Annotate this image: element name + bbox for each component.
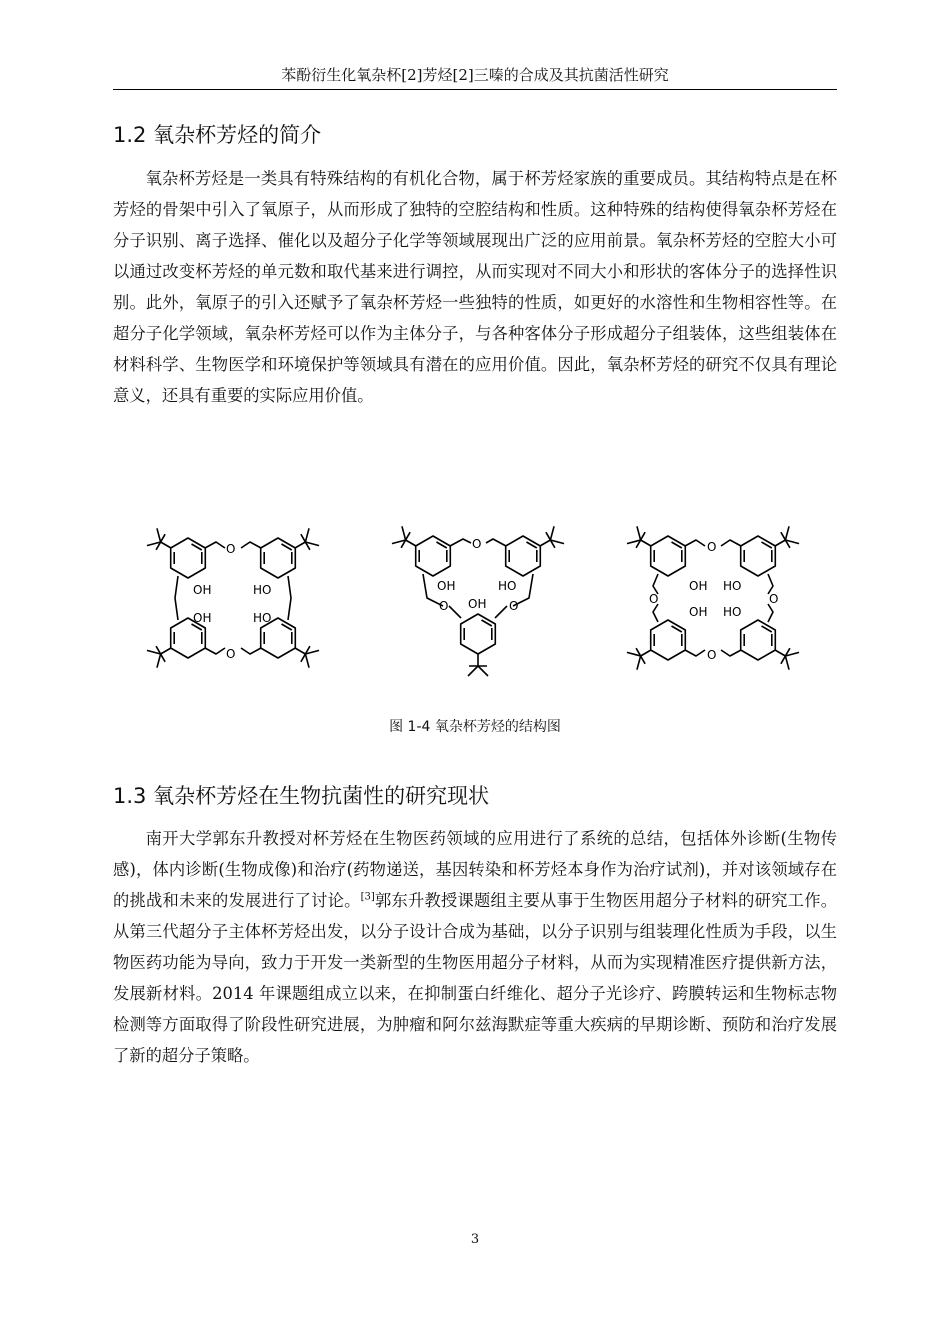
oxygen-label: O xyxy=(226,647,236,661)
structure-3 xyxy=(627,526,799,669)
ring-icon xyxy=(741,620,776,660)
hydroxyl-label: HO xyxy=(253,583,272,597)
section-heading-1-2: 1.2 氧杂杯芳烃的简介 xyxy=(113,123,322,147)
oxygen-label: O xyxy=(472,537,482,551)
hydroxyl-label: HO xyxy=(723,579,742,593)
oxygen-label: O xyxy=(226,542,236,556)
ring-icon xyxy=(651,620,686,660)
ring-icon xyxy=(416,536,451,576)
tbu-icon xyxy=(392,526,421,554)
ring-icon xyxy=(741,536,776,576)
oxygen-label: O xyxy=(439,599,449,613)
hydroxyl-label: OH xyxy=(689,579,708,593)
hydroxyl-label: OH xyxy=(193,583,212,597)
tbu-icon xyxy=(147,639,176,667)
tbu-icon xyxy=(627,526,656,554)
hydroxyl-label: HO xyxy=(723,605,742,619)
paragraph-1-3-part-1: 南开大学郭东升教授对杯芳烃在生物医药领域的应用进行了系统的总结，包括体外诊断(生物传感)，体内诊断(生物成像)和治疗(药物递送，基因转染和杯芳烃本身作为治疗试剂)，并对该领域存在的挑战和未来的发展进行了讨论。 xyxy=(113,829,837,910)
tbu-icon xyxy=(468,654,488,676)
paragraph-1-3-part-2: 郭东升教授课题组主要从事于生物医用超分子材料的研究工作。从第三代超分子主体杯芳烃出发，以分子设计合成为基础，以分子识别与组装理化性质为手段，以生物医药功能为导向，致力于开发一类新型的生物医用超分子材料，从而为实现精准医疗提供新方法，发展新材料。2014 年课题组成立以来，在抑制蛋白纤维化、超分子光诊疗、跨膜转运和生物标志物检测等方面取得了阶段性研究进展，为肿瘤和阿尔兹海默症等重大疾病的早期诊断、预防和治疗发展了新的超分子策略。 xyxy=(113,891,837,1065)
structure-2 xyxy=(392,526,564,676)
oxygen-label: O xyxy=(509,599,519,613)
tbu-icon xyxy=(770,526,799,554)
calixarene-structures xyxy=(113,506,837,700)
hydroxyl-label: HO xyxy=(253,611,272,625)
hydroxyl-label: OH xyxy=(689,605,708,619)
hydroxyl-label: OH xyxy=(437,579,456,593)
header-rule xyxy=(113,89,837,90)
tbu-icon xyxy=(535,526,564,554)
tbu-icon xyxy=(147,528,176,556)
tbu-icon xyxy=(290,639,319,667)
tbu-icon xyxy=(627,641,656,669)
ring-icon xyxy=(506,536,541,576)
structure-figure xyxy=(113,506,837,700)
hydroxyl-label: OH xyxy=(468,597,487,611)
tbu-icon xyxy=(770,641,799,669)
figure-caption: 图 1-4 氧杂杯芳烃的结构图 xyxy=(389,719,561,735)
section-heading-1-3: 1.3 氧杂杯芳烃在生物抗菌性的研究现状 xyxy=(113,784,490,808)
oxygen-label: O xyxy=(707,540,717,554)
citation-reference[interactable]: [3] xyxy=(360,891,375,903)
oxygen-label: O xyxy=(769,592,779,606)
paragraph-1-3 xyxy=(113,823,837,1071)
ring-icon xyxy=(651,536,686,576)
hydroxyl-label: OH xyxy=(193,611,212,625)
oxygen-label: O xyxy=(707,648,717,662)
paragraph-1-2: 氧杂杯芳烃是一类具有特殊结构的有机化合物，属于杯芳烃家族的重要成员。其结构特点是在杯芳烃的骨架中引入了氧原子，从而形成了独特的空腔结构和性质。这种特殊的结构使得氧杂杯芳烃在分子识别、离子选择、催化以及超分子化学等领域展现出广泛的应用前景。氧杂杯芳烃的空腔大小可以通过改变杯芳烃的单元数和取代基来进行调控，从而实现对不同大小和形状的客体分子的选择性识别。此外，氧原子的引入还赋予了氧杂杯芳烃一些独特的性质，如更好的水溶性和生物相容性等。在超分子化学领域，氧杂杯芳烃可以作为主体分子，与各种客体分子形成超分子组装体，这些组装体在材料科学、生物医学和环境保护等领域具有潜在的应用价值。因此，氧杂杯芳烃的研究不仅具有理论意义，还具有重要的实际应用价值。 xyxy=(113,169,837,405)
oxygen-label: O xyxy=(649,592,659,606)
ring-icon xyxy=(261,538,296,578)
ring-icon xyxy=(171,538,206,578)
running-header: 苯酚衍生化氧杂杯[2]芳烃[2]三嗪的合成及其抗菌活性研究 xyxy=(281,66,669,84)
structure-1 xyxy=(147,528,319,667)
tbu-icon xyxy=(290,528,319,556)
hydroxyl-label: HO xyxy=(498,579,517,593)
page-number: 3 xyxy=(470,1232,480,1247)
ring-icon xyxy=(461,614,496,654)
